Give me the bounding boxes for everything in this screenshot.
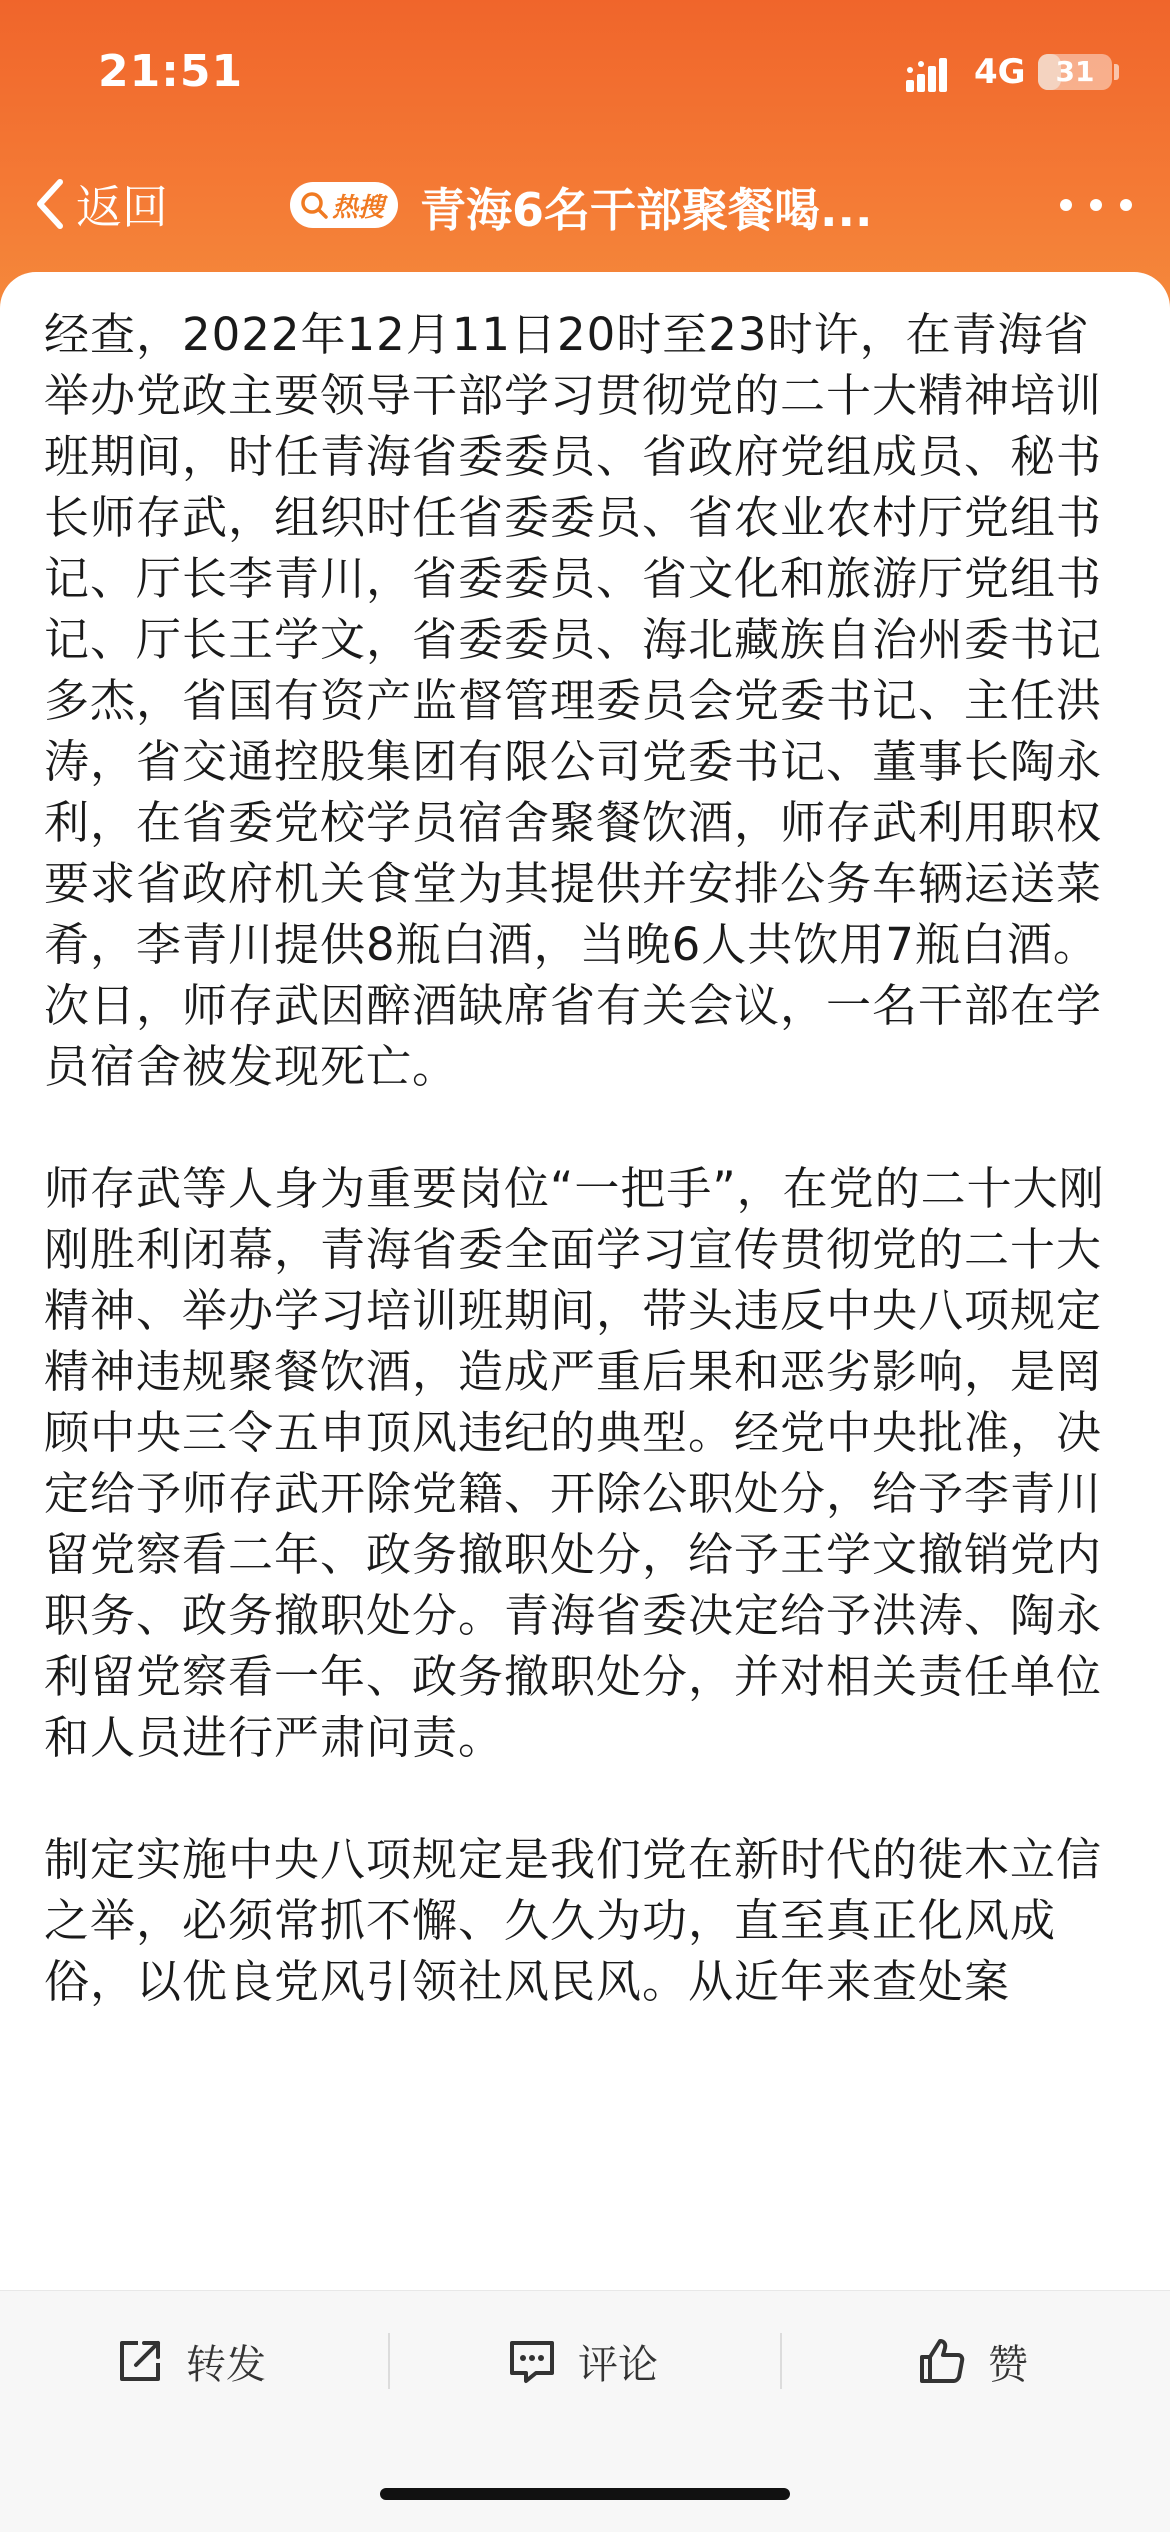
article-body [44,304,1124,2073]
share-icon [112,2333,168,2389]
hot-search-label: 热搜 [332,192,385,223]
share-label: 转发 [186,2341,266,2388]
more-dot-icon [1120,199,1132,211]
comment-icon [504,2333,560,2389]
thumbs-up-icon [914,2333,970,2389]
divider [780,2333,782,2389]
hot-search-badge[interactable] [290,182,398,228]
article-paragraph: 制定实施中央八项规定是我们党在新时代的徙木立信之举，必须常抓不懈、久久为功，直至真正化风成俗，以优良党风引领社风民风。从近年来查处案 [44,1833,1103,2008]
article-paragraph: 经查，2022年12月11日20时至23时许，在青海省举办党政主要领导干部学习贯彻党的二十大精神培训班期间，时任青海省委委员、省政府党组成员、秘书长师存武，组织时任省委委员、省农业农村厅党组书记、厅长李青川，省委委员、省文化和旅游厅党组书记、厅长王学文，省委委员、海北藏族自治州委书记多杰，省国有资产监督管理委员会党委书记、主任洪涛，省交通控股集团有限公司党委书记、董事长陶永利，在省委党校学员宿舍聚餐饮酒，师存武利用职权要求省政府机关食堂为其提供并安排公务车辆运送菜肴，李青川提供8瓶白酒，当晚6人共饮用7瓶白酒。次日，师存武因醉酒缺席省有关会议，一名干部在学员宿舍被发现死亡。 [44,308,1103,1093]
like-button[interactable] [914,2321,1028,2401]
more-dot-icon [1090,199,1102,211]
article-paragraph: 师存武等人身为重要岗位“一把手”，在党的二十大刚刚胜利闭幕，青海省委全面学习宣传贯彻党的二十大精神、举办学习培训班期间，带头违反中央八项规定精神违规聚餐饮酒，造成严重后果和恶劣影响，是罔顾中央三令五申顶风违纪的典型。经党中央批准，决定给予师存武开除党籍、开除公职处分，给予李青川留党察看二年、政务撤职处分，给予王学文撤销党内职务、政务撤职处分。青海省委决定给予洪涛、陶永利留党察看一年、政务撤职处分，并对相关责任单位和人员进行严肃问责。 [44,1162,1105,1764]
more-dot-icon [1060,199,1072,211]
battery-icon [1038,54,1112,90]
battery-cap [1114,64,1119,80]
article-card [0,272,1170,2532]
home-indicator [380,2488,790,2500]
chevron-left-icon [30,176,70,232]
page-title: 青海6名干部聚餐喝... [420,183,873,237]
back-button[interactable] [30,172,168,236]
cellular-signal-icon [906,56,958,92]
comment-button[interactable] [504,2321,658,2401]
battery-percent: 31 [1055,55,1095,88]
comment-label: 评论 [578,2341,658,2388]
status-time: 21:51 [98,46,244,97]
divider [388,2333,390,2389]
like-label: 赞 [988,2341,1028,2388]
network-type: 4G [974,52,1026,92]
more-options-button[interactable] [1060,180,1132,230]
search-icon [298,189,330,221]
back-label: 返回 [76,180,168,234]
share-button[interactable] [112,2321,266,2401]
